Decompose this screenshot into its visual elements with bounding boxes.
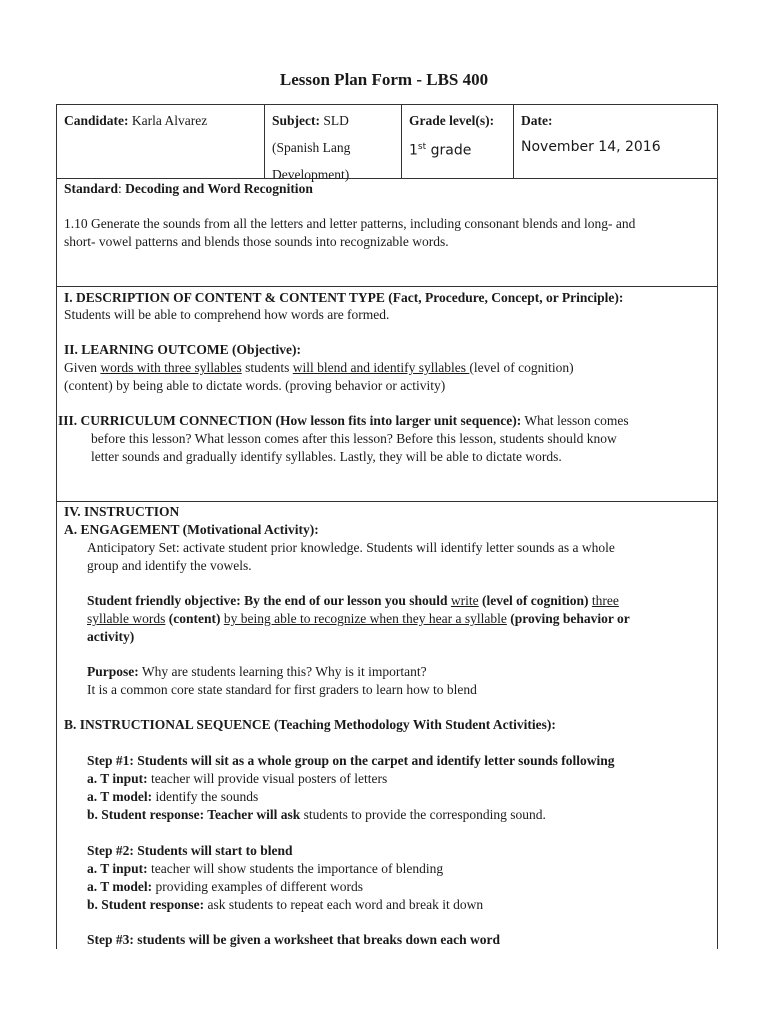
standard-text-line-1: 1.10 Generate the sounds from all the letters and letter patterns, including consonant blends and long- and	[64, 216, 636, 231]
candidate-cell	[57, 105, 264, 178]
step-2-response	[87, 897, 483, 913]
purpose-question: Why are students learning this? Why is it important?	[138, 664, 427, 679]
step-1-response-label: b. Student response: Teacher will ask	[87, 807, 301, 822]
standard-heading	[64, 181, 313, 197]
grade-value	[409, 134, 513, 165]
purpose-answer: It is a common core state standard for first graders to learn how to blend	[87, 682, 477, 697]
candidate-value: Karla Alvarez	[131, 113, 208, 128]
subject-label: Subject:	[272, 113, 320, 128]
obj-behavior-note: (proving behavior or	[506, 611, 630, 626]
lo-content: words with three syllables	[100, 360, 242, 375]
lo-cognition-note: (level of cognition)	[469, 360, 574, 375]
obj-write: write	[450, 593, 479, 608]
lo-cognition: will blend and identify syllables	[292, 360, 470, 375]
step-1-input-text: teacher will provide visual posters of letters	[147, 771, 388, 786]
step-1-input	[87, 771, 387, 787]
grade-ordinal: st	[417, 142, 427, 152]
obj-cognition: (level of cognition)	[478, 593, 592, 608]
section-3-line-1	[58, 413, 629, 429]
section-3-heading: III. CURRICULUM CONNECTION (How lesson fits into larger unit sequence):	[58, 413, 522, 428]
document-title: Lesson Plan Form - LBS 400	[279, 70, 489, 89]
purpose-label: Purpose:	[87, 664, 139, 679]
step-2-input-text: teacher will show students the importance of blending	[147, 861, 444, 876]
standard-colon: :	[118, 181, 126, 196]
step-3-heading: Step #3: students will be given a worksheet that breaks down each word	[87, 932, 501, 947]
instructional-sequence-heading: B. INSTRUCTIONAL SEQUENCE (Teaching Methodology With Student Activities):	[64, 717, 556, 732]
obj-behavior: by being able to recognize when they hear a syllable	[223, 611, 507, 626]
step-2-model	[87, 879, 363, 895]
obj-three: three	[591, 593, 619, 608]
obj-intro: Student friendly objective: By the end of our lesson you should	[87, 593, 451, 608]
header-row	[57, 105, 717, 182]
section-4-heading: IV. INSTRUCTION	[64, 504, 180, 519]
subject-cell	[264, 105, 401, 182]
step-1-model-label: a. T model:	[87, 789, 153, 804]
student-objective-line-3: activity)	[87, 629, 135, 644]
section-2-heading: II. LEARNING OUTCOME (Objective):	[64, 342, 301, 357]
step-2-heading: Step #2: Students will start to blend	[87, 843, 293, 858]
step-1-response-text: students to provide the corresponding sound.	[300, 807, 546, 822]
step-1-heading: Step #1: Students will sit as a whole group on the carpet and identify letter sounds following	[87, 753, 615, 768]
grade-cell	[401, 105, 513, 178]
step-1-model-text: identify the sounds	[152, 789, 259, 804]
date-value: November 14, 2016	[521, 139, 661, 155]
step-2-model-label: a. T model:	[87, 879, 153, 894]
lo-students: students	[241, 360, 293, 375]
engagement-heading: A. ENGAGEMENT (Motivational Activity):	[64, 522, 319, 537]
subject-line-2: (Spanish Lang	[272, 140, 351, 155]
grade-label: Grade level(s):	[409, 113, 495, 128]
purpose-line	[87, 664, 427, 680]
section-1-heading: I. DESCRIPTION OF CONTENT & CONTENT TYPE (Fact, Procedure, Concept, or Principle):	[64, 290, 624, 305]
lesson-plan-table	[56, 104, 718, 949]
step-2-response-text: ask students to repeat each word and break it down	[204, 897, 484, 912]
student-objective-line-2	[87, 611, 630, 627]
grade-word: grade	[430, 142, 472, 159]
grade-number: 1	[409, 142, 418, 159]
step-1-input-label: a. T input:	[87, 771, 148, 786]
step-2-model-text: providing examples of different words	[152, 879, 363, 894]
subject-value: SLD	[323, 113, 349, 128]
standard-value: Decoding and Word Recognition	[125, 181, 313, 196]
step-2-response-label: b. Student response:	[87, 897, 205, 912]
standard-text-line-2: short- vowel patterns and blends those sounds into recognizable words.	[64, 234, 449, 249]
step-2-input	[87, 861, 443, 877]
student-objective-line-1	[87, 593, 619, 609]
section-3-line-2: before this lesson? What lesson comes after this lesson? Before this lesson, students should know	[91, 431, 617, 446]
lo-given: Given	[64, 360, 101, 375]
anticipatory-set-line-2: group and identify the vowels.	[87, 558, 252, 573]
anticipatory-set-line-1: Anticipatory Set: activate student prior knowledge. Students will identify letter sounds as a whole	[87, 540, 615, 555]
standard-row	[57, 178, 717, 286]
obj-content: (content)	[165, 611, 224, 626]
instruction-row	[57, 501, 717, 950]
section-3-line-3: letter sounds and gradually identify syllables. Lastly, they will be able to dictate words.	[91, 449, 562, 464]
step-2-input-label: a. T input:	[87, 861, 148, 876]
standard-label: Standard	[64, 181, 119, 196]
obj-syllable-words: syllable words	[87, 611, 166, 626]
section-1-text: Students will be able to comprehend how words are formed.	[64, 307, 390, 322]
learning-outcome-line-2: (content) by being able to dictate words. (proving behavior or activity)	[64, 378, 446, 393]
learning-outcome-line-1	[64, 360, 574, 376]
subject-line-3: Development)	[272, 167, 350, 182]
candidate-label: Candidate:	[64, 113, 129, 128]
date-cell	[513, 105, 717, 178]
date-label: Date:	[521, 113, 553, 128]
content-row	[57, 286, 717, 501]
step-1-response	[87, 807, 546, 823]
step-1-model	[87, 789, 258, 805]
section-3-text-start: What lesson comes	[521, 413, 629, 428]
